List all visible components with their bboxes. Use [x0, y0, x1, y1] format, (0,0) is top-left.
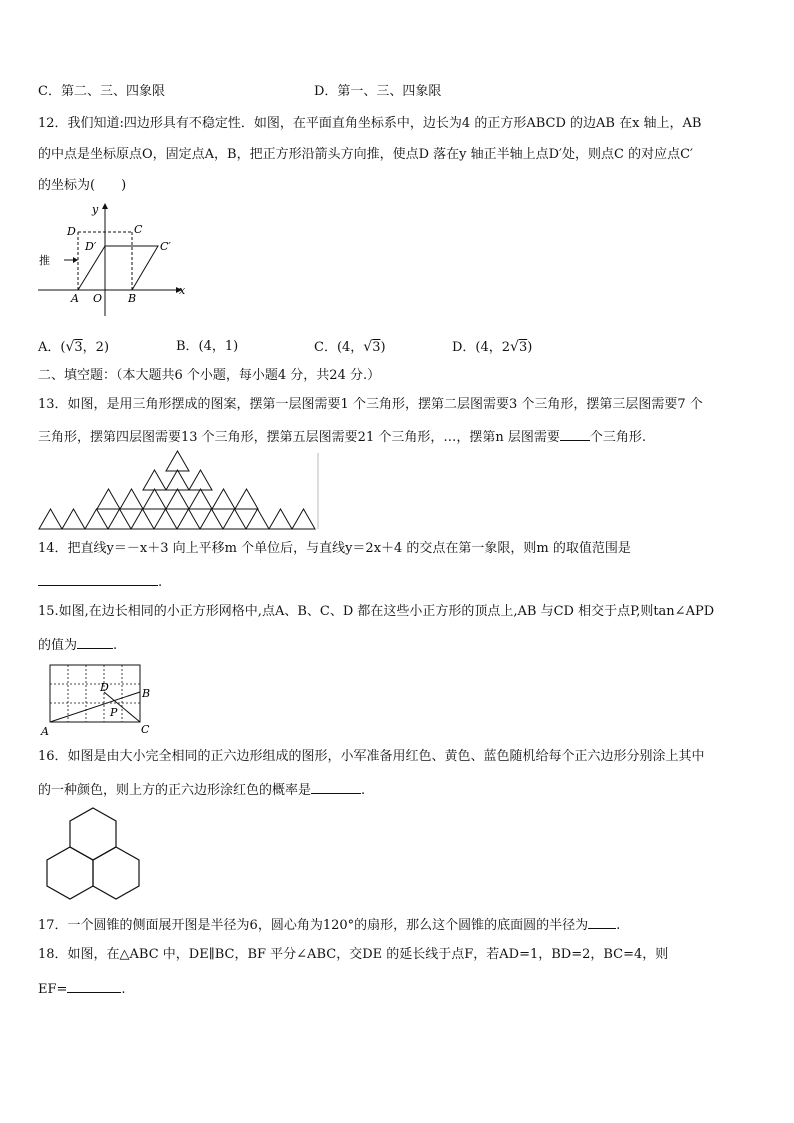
pattern-triangle [212, 489, 235, 509]
q12-option-a-post: ，2) [82, 340, 110, 355]
pattern-triangle [292, 509, 315, 529]
q13-line-2-tail: 个三角形. [589, 430, 646, 445]
point-cprime-label: C′ [160, 240, 171, 253]
q12-line-1: 12．我们知道:四边形具有不稳定性．如图，在平面直角坐标系中，边长为4 的正方形ABCD 的边AB 在x 轴上，AB [38, 116, 702, 131]
pattern-triangle [166, 489, 189, 509]
hexagon-bottom-right [93, 847, 139, 899]
pattern-triangle [166, 470, 189, 490]
pattern-triangle [97, 489, 120, 509]
q16-line-2 [38, 779, 365, 800]
pattern-triangle [200, 509, 223, 529]
q13-triangle-figure [36, 453, 326, 533]
q12-option-a-radicand: 3 [74, 340, 83, 355]
q14-line-2-tail: . [158, 575, 163, 590]
q15-line-2-text: 的值为 [38, 638, 78, 653]
point-o-label: O [93, 292, 103, 305]
q13-answer-blank[interactable] [560, 426, 590, 441]
x-axis-label: x [179, 284, 186, 297]
hexagon-top [70, 808, 116, 860]
q15-line-1: 15.如图,在边长相同的小正方形网格中,点A、B、C、D 都在这些小正方形的顶点上,AB 与CD 相交于点P,则tan∠APD [38, 604, 715, 619]
grid-point-b-label: B [142, 687, 151, 700]
q12-line-3: 的坐标为( ) [38, 178, 127, 193]
q18-line-1: 18．如图，在△ABC 中，DE∥BC，BF 平分∠ABC，交DE 的延长线于点F，若AD=1，BD=2，BC=4，则 [38, 947, 669, 962]
q17-line-1-text: 17．一个圆锥的侧面展开图是半径为6，圆心角为120°的扇形，那么这个圆锥的底面圆的半径为 [38, 918, 589, 933]
pattern-triangle [39, 509, 62, 529]
y-axis-label: y [92, 203, 99, 216]
pattern-triangle [177, 509, 200, 529]
q11-option-c: C．第二、三、四象限 [38, 84, 165, 99]
pattern-triangle [143, 489, 166, 509]
pattern-triangle [120, 489, 143, 509]
q15-line-2 [38, 634, 117, 655]
q12-option-a: A．(√3，2) [38, 339, 110, 355]
q12-option-d-radicand: 3 [518, 340, 528, 355]
q18-line-2 [38, 978, 126, 999]
q11-option-d: D．第一、三、四象限 [314, 84, 442, 99]
pattern-triangle [246, 509, 269, 529]
q13-line-2 [38, 426, 646, 447]
q14-line-1: 14．把直线y＝－x＋3 向上平移m 个单位后，与直线y＝2x＋4 的交点在第一象限，则m 的取值范围是 [38, 541, 631, 556]
q12-option-c: C．(4，√3) [314, 339, 386, 355]
point-a-label: A [71, 292, 79, 305]
point-d-label: D [67, 225, 76, 238]
pattern-triangle [223, 509, 246, 529]
q16-line-2-text: 的一种颜色，则上方的正六边形涂红色的概率是 [38, 783, 312, 798]
q13-line-1: 13．如图，是用三角形摆成的图案，摆第一层图需要1 个三角形，摆第二层图需要3 个三角形，摆第三层图需要7 个 [38, 397, 703, 412]
q12-option-a-pre: A．( [38, 340, 66, 355]
point-b-label: B [128, 292, 137, 305]
q17-line-1-tail: . [616, 918, 621, 933]
q12-option-b: B．(4，1) [176, 339, 239, 354]
pattern-triangle [269, 509, 292, 529]
q16-line-2-tail: . [361, 783, 366, 798]
q17-line-1 [38, 914, 620, 935]
q13-line-2-text: 三角形，摆第四层图需要13 个三角形，摆第五层图需要21 个三角形，…，摆第n 层图需要 [38, 430, 560, 445]
grid-point-d-label: D [100, 681, 109, 694]
pattern-triangle [108, 509, 131, 529]
q12-option-d: D．(4，2√3) [452, 339, 533, 355]
point-dprime-label: D′ [85, 240, 97, 253]
pattern-triangle [189, 489, 212, 509]
q12-option-c-pre: C．(4， [314, 340, 364, 355]
pattern-triangle [154, 509, 177, 529]
push-label: 推 [39, 254, 50, 267]
q12-option-c-post: ) [380, 340, 386, 355]
pattern-triangle [62, 509, 85, 529]
q18-line-2-tail: . [121, 982, 126, 997]
pattern-triangle [235, 489, 258, 509]
q12-line-2: 的中点是坐标原点O，固定点A，B，把正方形沿箭头方向推，使点D 落在y 轴正半轴上点D′处，则点C 的对应点C′ [38, 147, 693, 162]
q16-line-1: 16．如图是由大小完全相同的正六边形组成的图形，小军准备用红色、黄色、蓝色随机给每个正六边形分别涂上其中 [38, 749, 705, 764]
q12-option-d-post: ) [527, 340, 533, 355]
q15-grid-figure [40, 662, 160, 738]
pattern-triangle [85, 509, 108, 529]
q12-option-c-radicand: 3 [372, 340, 381, 355]
q15-answer-blank[interactable] [77, 634, 113, 649]
pattern-triangle [166, 451, 189, 471]
q16-hexagon-figure [40, 805, 150, 901]
pattern-triangle [143, 470, 166, 490]
q18-answer-blank[interactable] [67, 978, 121, 993]
q16-answer-blank[interactable] [311, 779, 361, 794]
q15-line-2-tail: . [113, 638, 118, 653]
point-c-label: C [134, 223, 143, 236]
q12-option-d-pre: D．(4，2 [452, 340, 511, 355]
hexagon-bottom-left [47, 847, 93, 899]
q12-figure [36, 200, 196, 330]
grid-point-c-label: C [141, 723, 150, 736]
q18-line-2-text: EF= [38, 982, 68, 997]
pattern-triangle [189, 470, 212, 490]
grid-point-a-label: A [41, 725, 49, 738]
pattern-triangle [131, 509, 154, 529]
section-2-heading: 二、填空题：（本大题共6 个小题，每小题4 分，共24 分.） [38, 368, 381, 383]
grid-point-p-label: P [110, 706, 118, 719]
q14-line-2 [38, 571, 162, 592]
q17-answer-blank[interactable] [588, 914, 616, 929]
q14-answer-blank[interactable] [38, 571, 158, 586]
